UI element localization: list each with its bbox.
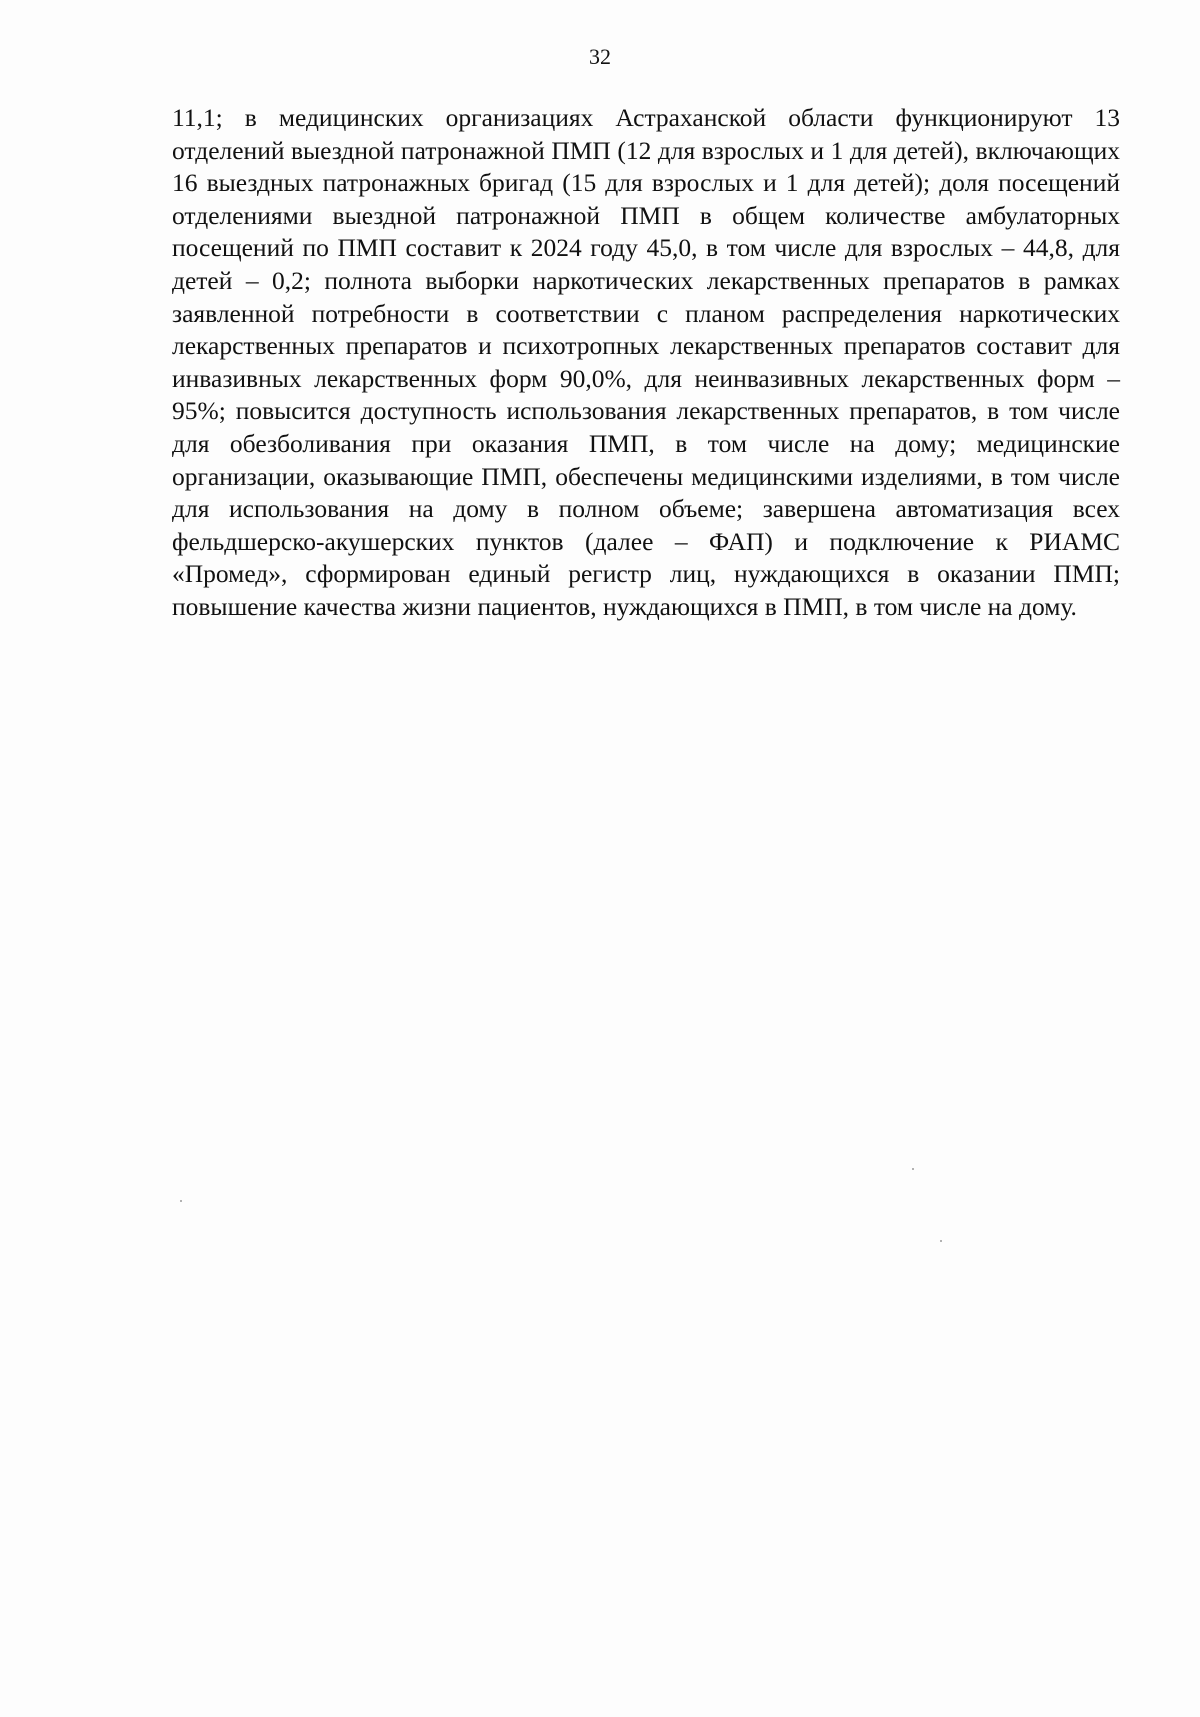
scan-speck: [940, 1240, 942, 1242]
page-number: 32: [589, 44, 611, 69]
body-paragraph: 11,1; в медицинских организациях Астраханской области функционируют 13 отделений выездной патронажной ПМП (12 для взрослых и 1 для детей), включающих 16 выездных патронажных бригад (15 для взрослых и 1 для детей); доля посещений отделениями выездной патронажной ПМП в общем количестве амбулаторных посещений по ПМП составит к 2024 году 45,0, в том числе для взрослых – 44,8, для детей – 0,2; полнота выборки наркотических лекарственных препаратов в рамках заявленной потребности в соответствии с планом распределения наркотических лекарственных препаратов и психотропных лекарственных препаратов составит для инвазивных лекарственных форм 90,0%, для неинвазивных лекарственных форм – 95%; повысится доступность использования лекарственных препаратов, в том числе для обезболивания при оказания ПМП, в том числе на дому; медицинские организации, оказывающие ПМП, обеспечены медицинскими изделиями, в том числе для использования на дому в полном объеме; завершена автоматизация всех фельдшерско-акушерских пунктов (далее – ФАП) и подключение к РИАМС «Промед», сформирован единый регистр лиц, нуждающихся в оказании ПМП; повышение качества жизни пациентов, нуждающихся в ПМП, в том числе на дому.: [172, 103, 1120, 621]
scan-speck: [180, 1200, 182, 1202]
scan-speck: [912, 1168, 914, 1170]
